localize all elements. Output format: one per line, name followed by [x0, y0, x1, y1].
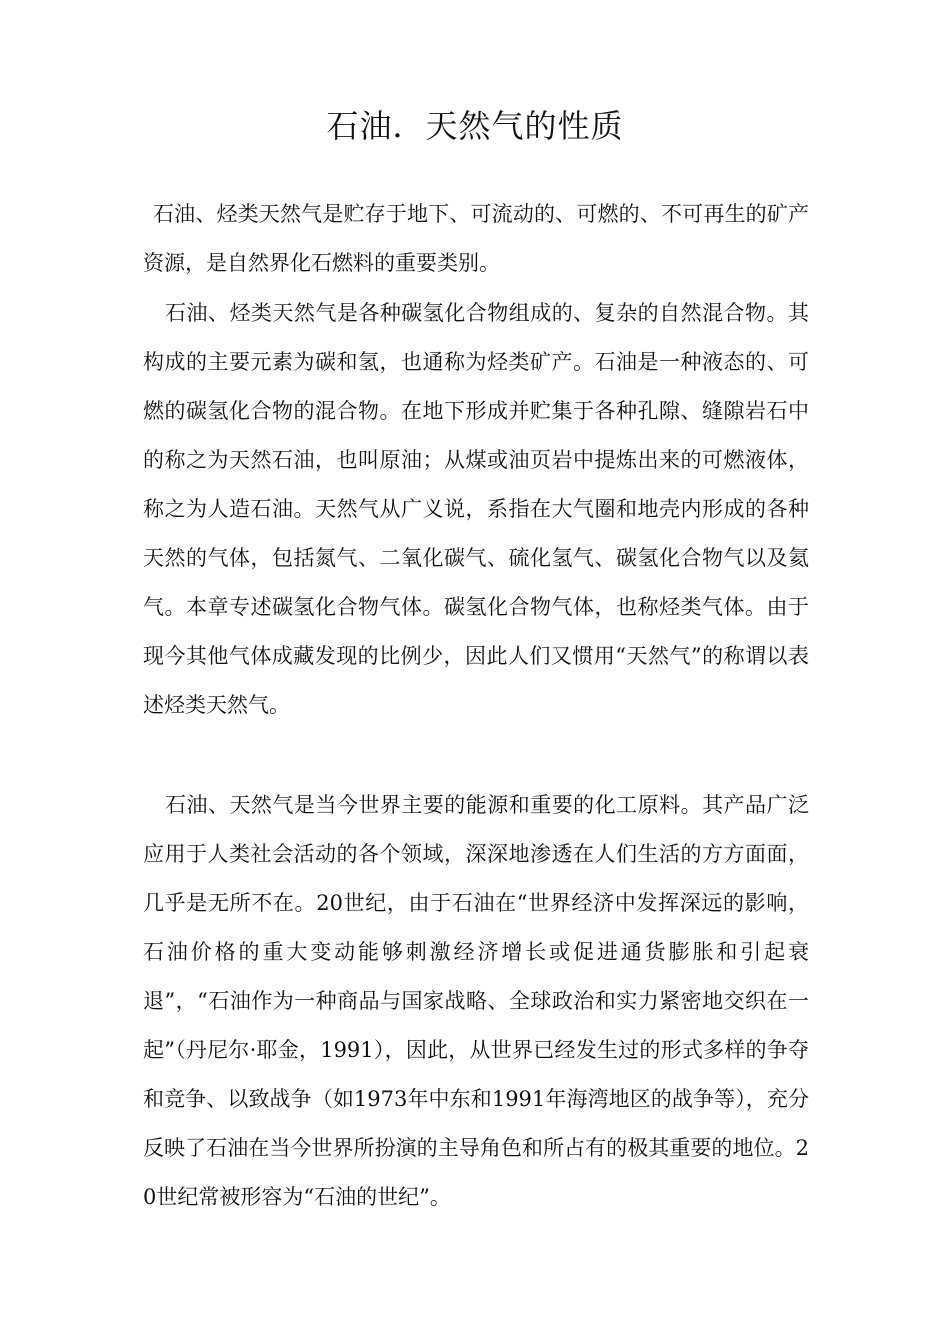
- page-title: 石油．天然气的性质: [326, 107, 624, 145]
- paragraph-intro: 石油、烃类天然气是贮存于地下、可流动的、可燃的、不可再生的矿产资源，是自然界化石燃料的重要类别。: [143, 202, 809, 275]
- paragraph-importance: 石油、天然气是当今世界主要的能源和重要的化工原料。其产品广泛应用于人类社会活动的各个领域，深深地渗透在人们生活的方方面面，几乎是无所不在。20世纪，由于石油在“世界经济中发挥深远的影响，石油价格的重大变动能够刺激经济增长或促进通货膨胀和引起衰退”，“石油作为一种商品与国家战略、全球政治和实力紧密地交织在一起”（丹尼尔·耶金，1991），因此，从世界已经发生过的形式多样的争夺和竞争、以致战争（如1973年中东和1991年海湾地区的战争等），充分反映了石油在当今世界所扮演的主导角色和所占有的极其重要的地位。20世纪常被形容为“石油的世纪”。: [143, 793, 809, 1209]
- paragraph-composition: 石油、烃类天然气是各种碳氢化合物组成的、复杂的自然混合物。其构成的主要元素为碳和氢，也通称为烃类矿产。石油是一种液态的、可燃的碳氢化合物的混合物。在地下形成并贮集于各种孔隙、缝隙岩石中的称之为天然石油，也叫原油；从煤或油页岩中提炼出来的可燃液体，称之为人造石油。天然气从广义说，系指在大气圈和地壳内形成的各种天然的气体，包括氮气、二氧化碳气、硫化氢气、碳氢化合物气以及氦气。本章专述碳氢化合物气体。碳氢化合物气体，也称烃类气体。由于现今其他气体成藏发现的比例少，因此人们又惯用“天然气”的称谓以表述烃类天然气。: [143, 301, 809, 717]
